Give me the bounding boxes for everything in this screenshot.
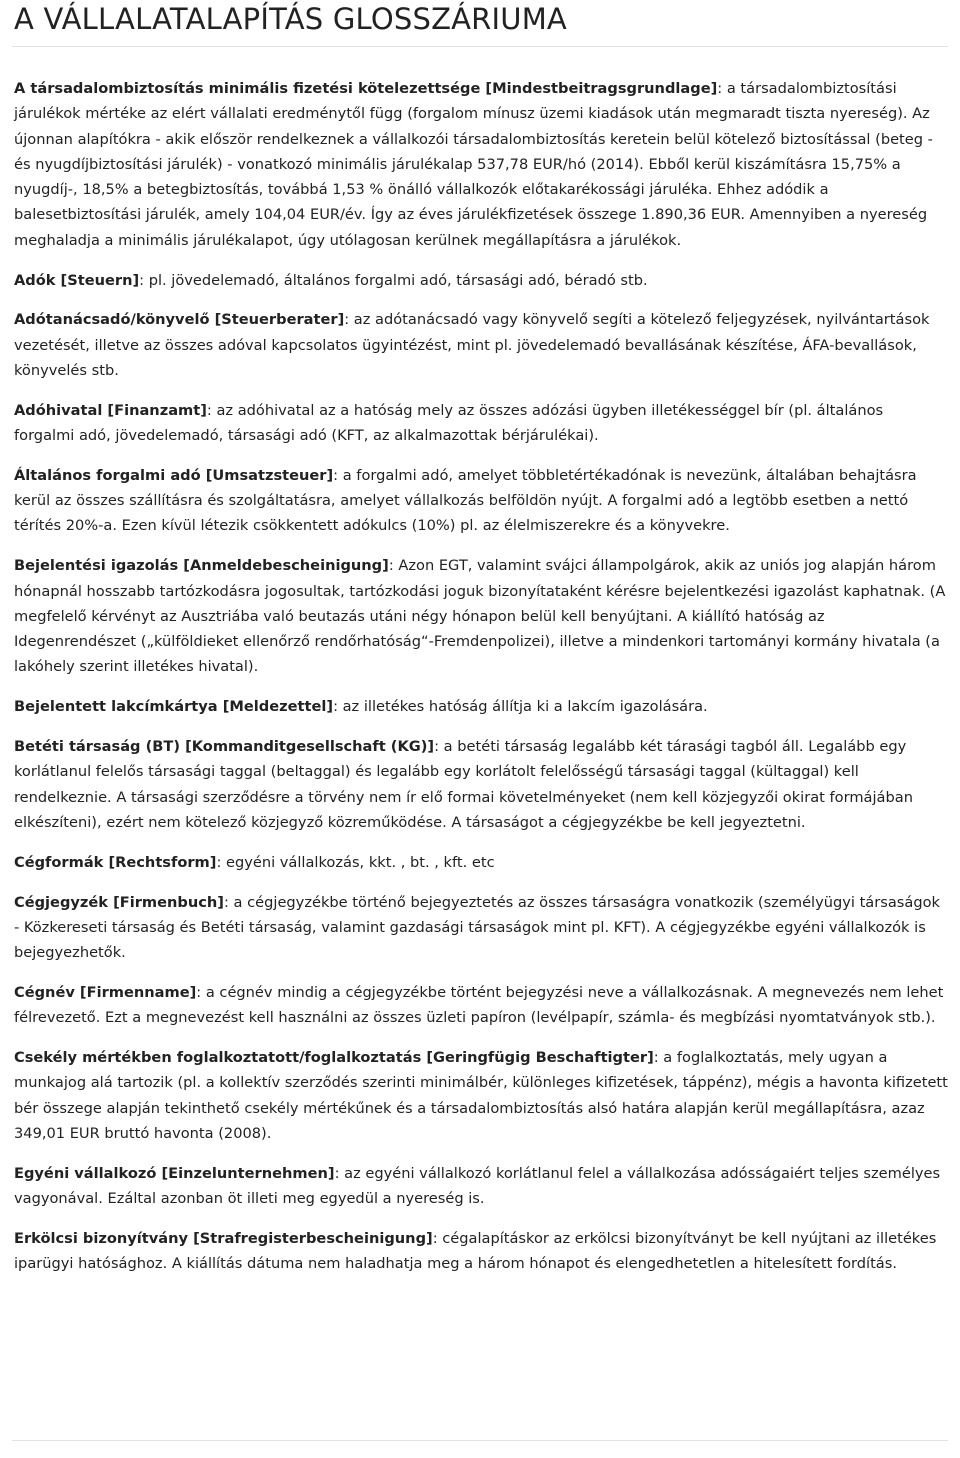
glossary-term: Általános forgalmi adó [Umsatzsteuer]: [14, 466, 334, 484]
glossary-term: Cégjegyzék [Firmenbuch]: [14, 893, 224, 911]
title-divider: [12, 46, 948, 47]
glossary-definition: : a forgalmi adó, amelyet többletértékadónak is nevezünk, általában behajtásra kerül az összes szállításra és szolgáltatásra, amelyet vállalkozás belföldön nyújt. A forgalmi adó a legtöbb esetben a nettó térítés 20%-a. Ezen kívül létezik csökkentett adókulcs (10%) pl. az élelmiszerekre és a könyvekre.: [14, 466, 917, 535]
glossary-entry-vat: [14, 463, 948, 539]
glossary-definition: : Azon EGT, valamint svájci állampolgárok, akik az uniós jog alapján három hónapnál hosszabb tartózkodásra jogosultak, tartózkodási joguk bizonyítataként kérésre bejelentkezési igazolást kaphatnak. (A megfelelő kérvényt az Ausztriába való beutazás utáni négy hónapon belül kell benyújtani. A kiállító hatóság az Idegenrendészet („külföldieket ellenőrző rendőrhatóság“-Fremdenpolizei), illetve a mindenkori tartományi kormány hivatala (a lakóhely szerint illetékes hivatal).: [14, 557, 946, 676]
glossary-term: Egyéni vállalkozó [Einzelunternehmen]: [14, 1164, 335, 1182]
glossary-definition: : a társadalombiztosítási járulékok mértéke az elért vállalati eredménytől függ (forgalom mínusz üzemi kiadások után megmaradt tiszta nyereség). Az újonnan alapítókra - akik először rendelkeznek a vállalkozói társadalombiztosítás keretein belül kötelező biztosítással (beteg - és nyugdíjbiztosítási járulék) - vonatkozó minimális járulékalap 537,78 EUR/hó (2014). Ebből kerül kiszámításra 15,75% a nyugdíj-, 18,5% a betegbiztosítás, továbbá 1,53 % önálló vállalkozók előtakarékossági járuléka. Ehhez adódik a balesetbiztosítási járulék, amely 104,04 EUR/év. Így az éves járulékfizetések összege 1.890,36 EUR. Amennyiben a nyereség meghaladja a minimális járulékalapot, úgy utólagosan kerülnek megállapításra a járulékok.: [14, 80, 933, 249]
glossary-entry-criminal-record: [14, 1226, 948, 1277]
glossary-term: A társadalombiztosítás minimális fizetési kötelezettsége [Mindestbeitragsgrundlage]: [14, 80, 718, 97]
glossary-definition: : cégalapításkor az erkölcsi bizonyítványt be kell nyújtani az illetékes iparügyi hatósághoz. A kiállítás dátuma nem haladhatja meg a három hónapot és elengedhetetlen a hitelesített fordítás.: [14, 1229, 937, 1273]
glossary-definition: : egyéni vállalkozás, kkt. , bt. , kft. etc: [216, 853, 495, 871]
glossary-definition: : a foglalkoztatás, mely ugyan a munkajog alá tartozik (pl. a kollektív szerződés szerinti minimálbér, különleges kifizetések, táppénz), mégis a havonta kifizetett bér összege alapján tekinthető csekély mértékűnek és a társadalombiztosítás alsó határa alapján kerül megállapításra, azaz 349,01 EUR bruttó havonta (2008).: [14, 1049, 948, 1142]
glossary-term: Csekély mértékben foglalkoztatott/foglalkoztatás [Geringfügig Beschaftigter]: [14, 1049, 654, 1066]
glossary-term: Cégformák [Rechtsform]: [14, 853, 217, 871]
glossary-term: Adóhivatal [Finanzamt]: [14, 401, 207, 419]
glossary-entry-registration-certificate: [14, 553, 948, 679]
glossary-entry-legal-forms: [14, 850, 948, 875]
bottom-divider: [12, 1440, 948, 1441]
glossary-entry-taxes: [14, 268, 948, 293]
glossary-term: Bejelentett lakcímkártya [Meldezettel]: [14, 698, 334, 716]
glossary-definition: : pl. jövedelemadó, általános forgalmi adó, társasági adó, béradó stb.: [139, 271, 648, 289]
glossary-term: Erkölcsi bizonyítvány [Strafregisterbescheinigung]: [14, 1229, 433, 1247]
glossary-entry-marginal-employment: [14, 1045, 948, 1146]
glossary-entry-limited-partnership: [14, 734, 948, 835]
glossary-entry-tax-advisor: [14, 307, 948, 383]
glossary-definition: : a cégjegyzékbe történő bejegyeztetés az összes társaságra vonatkozik (személyügyi társaságok - Közkereseti társaság és Betéti társaság, valamint gazdasági társaságok mint pl. KFT). A cégjegyzékbe egyéni vállalkozók is bejegyezhetők.: [14, 893, 940, 962]
page-title: A VÁLLALATALAPÍTÁS GLOSSZÁRIUMA: [14, 2, 567, 36]
glossary-term: Bejelentési igazolás [Anmeldebescheinigung]: [14, 557, 389, 575]
glossary-term: Cégnév [Firmenname]: [14, 983, 197, 1001]
glossary-definition: : az egyéni vállalkozó korlátlanul felel a vállalkozása adósságaiért teljes személyes vagyonával. Ezáltal azonban öt illeti meg egyedül a nyereség is.: [14, 1164, 941, 1207]
glossary-term: Adótanácsadó/könyvelő [Steuerberater]: [14, 311, 345, 329]
glossary-definition: : az illetékes hatóság állítja ki a lakcím igazolására.: [333, 698, 708, 716]
glossary-entry-company-register: [14, 890, 948, 966]
glossary-term: Adók [Steuern]: [14, 271, 140, 289]
glossary-entry-tax-office: [14, 398, 948, 449]
glossary-entry-minimum-contribution: [14, 76, 948, 253]
glossary-entry-company-name: [14, 980, 948, 1031]
glossary-definition: : az adóhivatal az a hatóság mely az összes adózási ügyben illetékességgel bír (pl. általános forgalmi adó, jövedelemadó, társasági adó (KFT, az alkalmazottak bérjárulékai).: [14, 401, 884, 445]
glossary-definition: : a betéti társaság legalább két tárasági tagból áll. Legalább egy korlátlanul felelős társasági taggal (beltaggal) és legalább egy korlátolt felelősségű társasági taggal (kültaggal) kell rendelkeznie. A társasági szerződésre a törvény nem ír elő formai követelményeket (nem kell közjegyzői okirat formájában elkészíteni), ezért nem kötelező közjegyző közreműködése. A társaságot a cégjegyzékbe be kell jegyeztetni.: [14, 738, 913, 831]
glossary-definition: : az adótanácsadó vagy könyvelő segíti a kötelező feljegyzések, nyilvántartások vezetését, illetve az összes adóval kapcsolatos ügyintézést, mint pl. jövedelemadó bevallásának készítése, ÁFA-bevallások, könyvelés stb.: [14, 311, 930, 379]
glossary-term: Betéti társaság (BT) [Kommanditgesellschaft (KG)]: [14, 738, 435, 756]
glossary-entry-sole-proprietor: [14, 1161, 948, 1212]
glossary-list: [14, 76, 948, 1291]
glossary-entry-residence-card: [14, 694, 948, 719]
glossary-definition: : a cégnév mindig a cégjegyzékbe történt bejegyzési neve a vállalkozásnak. A megnevezés nem lehet félrevezető. Ezt a megnevezést kell használni az összes üzleti papíron (levélpapír, számla- és megbízási nyomtatványok stb.).: [14, 983, 944, 1027]
